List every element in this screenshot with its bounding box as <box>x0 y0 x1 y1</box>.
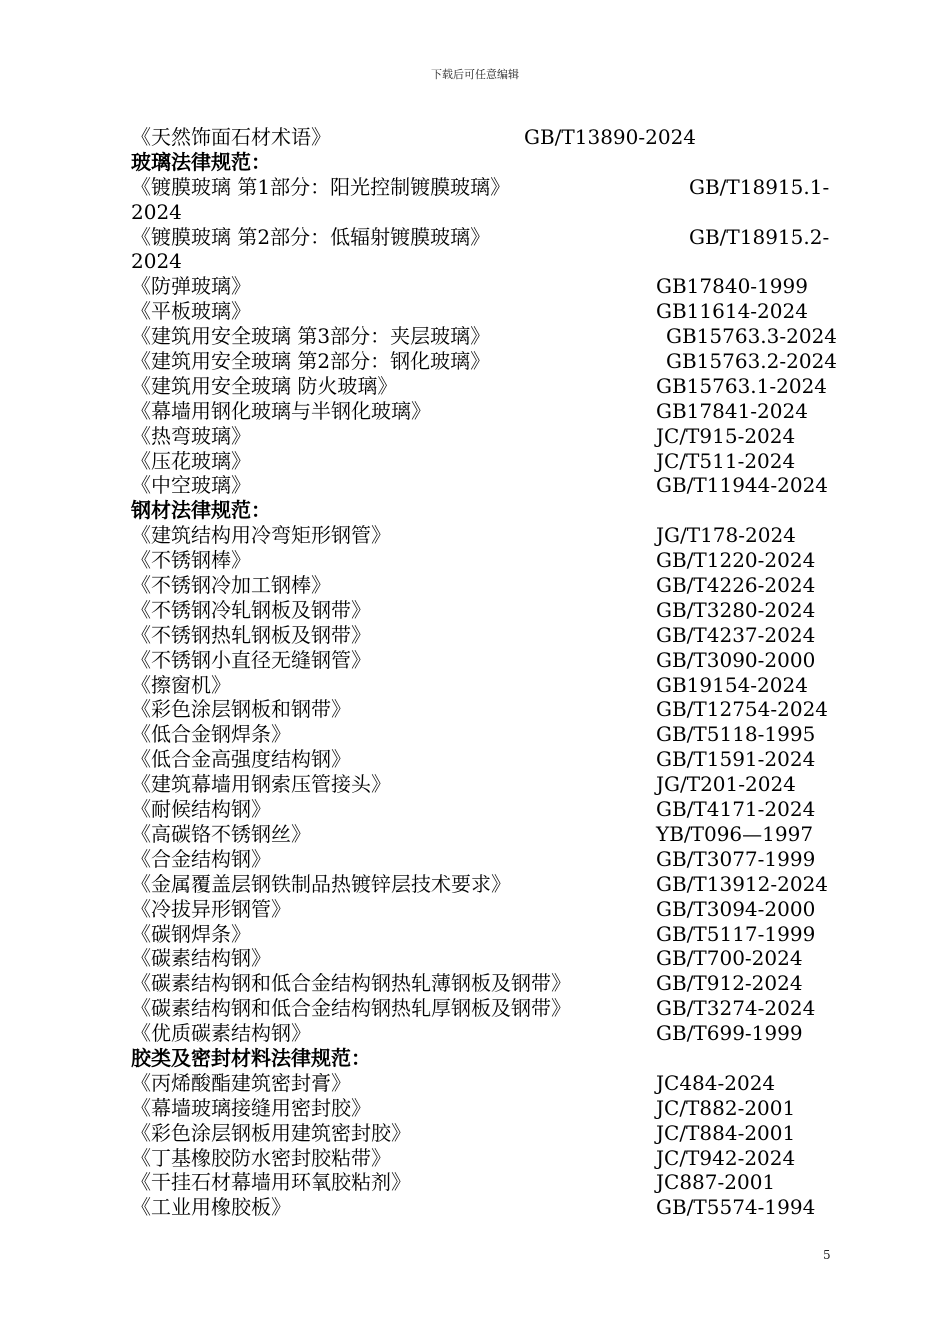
standard-code: JC/T511-2024 <box>656 448 796 473</box>
standard-title: 《丙烯酸酯建筑密封膏》 <box>131 1070 351 1095</box>
standard-code: GB/T4171-2024 <box>656 797 816 822</box>
list-item <box>131 946 836 971</box>
list-item <box>131 922 836 947</box>
standard-code: GB/T3077-1999 <box>656 846 816 871</box>
standard-title: 《彩色涂层钢板和钢带》 <box>131 697 351 722</box>
standard-title: 《低合金高强度结构钢》 <box>131 747 351 772</box>
list-item <box>131 996 836 1021</box>
standard-code: JG/T201-2024 <box>656 772 796 797</box>
standard-title: 《冷拔异形钢管》 <box>131 896 291 921</box>
standard-title: 《金属覆盖层钢铁制品热镀锌层技术要求》 <box>131 871 511 896</box>
standard-code-continuation: 2024 <box>131 249 182 274</box>
standard-code: GB/T4226-2024 <box>656 573 816 598</box>
standard-code: JC887-2001 <box>656 1170 776 1195</box>
list-item <box>131 623 836 648</box>
standard-code: GB17840-1999 <box>656 274 808 299</box>
list-item <box>131 399 836 424</box>
standard-code: GB/T3094-2000 <box>656 896 816 921</box>
standard-code: GB/T5574-1994 <box>656 1195 816 1220</box>
standard-title: 《合金结构钢》 <box>131 846 271 871</box>
standard-title: 《防弹玻璃》 <box>131 274 251 299</box>
standard-code: JC484-2024 <box>656 1070 776 1095</box>
standard-code: JC/T942-2024 <box>656 1145 796 1170</box>
standard-code: GB15763.2-2024 <box>666 349 838 374</box>
standard-code: GB/T699-1999 <box>656 1021 803 1046</box>
standard-title: 《幕墙玻璃接缝用密封胶》 <box>131 1095 371 1120</box>
standard-title: 《不锈钢冷加工钢棒》 <box>131 573 331 598</box>
standard-code: GB/T5117-1999 <box>656 921 816 946</box>
list-item <box>131 598 836 623</box>
list-item <box>131 747 836 772</box>
list-item <box>131 1195 836 1220</box>
standard-code-continuation: 2024 <box>131 199 182 224</box>
standard-title: 《高碳铬不锈钢丝》 <box>131 821 311 846</box>
standard-title: 《不锈钢热轧钢板及钢带》 <box>131 622 371 647</box>
list-item <box>131 324 836 349</box>
standard-title: 《天然饰面石材术语》 <box>131 125 331 149</box>
list-item <box>131 772 836 797</box>
page-number: 5 <box>823 1248 831 1262</box>
list-item <box>131 1170 836 1195</box>
list-item <box>131 971 836 996</box>
section-heading: 玻璃法律规范： <box>131 149 271 174</box>
list-item <box>131 299 836 324</box>
standard-title: 《建筑用安全玻璃 第2部分：钢化玻璃》 <box>131 349 491 374</box>
list-item <box>131 523 836 548</box>
list-item <box>131 573 836 598</box>
standard-title: 《不锈钢棒》 <box>131 548 251 573</box>
list-item <box>131 548 836 573</box>
standard-code: GB/T3274-2024 <box>656 996 816 1021</box>
list-item <box>131 175 836 200</box>
standard-code: GB11614-2024 <box>656 299 808 324</box>
standard-code: GB15763.3-2024 <box>666 324 838 349</box>
list-item <box>131 872 836 897</box>
list-item <box>131 847 836 872</box>
list-item <box>131 673 836 698</box>
list-item <box>131 1096 836 1121</box>
standard-title: 《热弯玻璃》 <box>131 423 251 448</box>
standard-title: 《优质碳素结构钢》 <box>131 1021 311 1046</box>
page-header: 下载后可任意编辑 <box>431 68 519 81</box>
standard-title: 《丁基橡胶防水密封胶粘带》 <box>131 1145 391 1170</box>
standard-code: GB/T3280-2024 <box>656 597 816 622</box>
standard-title: 《工业用橡胶板》 <box>131 1195 291 1220</box>
list-item <box>131 1121 836 1146</box>
standard-code: JC/T882-2001 <box>656 1095 796 1120</box>
standard-title: 《幕墙用钢化玻璃与半钢化玻璃》 <box>131 398 431 423</box>
standard-title: 《建筑幕墙用钢索压管接头》 <box>131 772 391 797</box>
standard-title: 《碳钢焊条》 <box>131 921 251 946</box>
list-item <box>131 274 836 299</box>
standard-code: GB/T13890-2024 <box>524 125 697 149</box>
standard-code: GB/T700-2024 <box>656 946 803 971</box>
section-heading: 胶类及密封材料法律规范： <box>131 1045 371 1070</box>
standard-code: GB/T3090-2000 <box>656 647 816 672</box>
standard-code: GB17841-2024 <box>656 398 808 423</box>
standard-code: GB/T13912-2024 <box>656 871 829 896</box>
standard-code: GB/T5118-1995 <box>656 722 816 747</box>
standard-title: 《压花玻璃》 <box>131 448 251 473</box>
standard-code: JC/T915-2024 <box>656 423 796 448</box>
list-item <box>131 225 836 250</box>
standard-title: 《镀膜玻璃 第1部分：阳光控制镀膜玻璃》 <box>131 174 511 199</box>
standard-code: YB/T096—1997 <box>656 821 814 846</box>
standard-title: 《碳素结构钢和低合金结构钢热轧薄钢板及钢带》 <box>131 971 571 996</box>
list-item <box>131 1146 836 1171</box>
list-item <box>131 722 836 747</box>
standard-title: 《碳素结构钢和低合金结构钢热轧厚钢板及钢带》 <box>131 996 571 1021</box>
standard-title: 《中空玻璃》 <box>131 473 251 498</box>
standard-code: GB/T12754-2024 <box>656 697 829 722</box>
standard-title: 《耐候结构钢》 <box>131 797 271 822</box>
standard-code: GB/T912-2024 <box>656 971 803 996</box>
list-item <box>131 349 836 374</box>
standard-title: 《干挂石材幕墙用环氧胶粘剂》 <box>131 1170 411 1195</box>
standard-code: JC/T884-2001 <box>656 1120 796 1145</box>
standard-code: GB/T11944-2024 <box>656 473 829 498</box>
standard-code: GB/T18915.1- <box>689 174 830 199</box>
standard-title: 《低合金钢焊条》 <box>131 722 291 747</box>
list-item <box>131 125 836 150</box>
list-item <box>131 822 836 847</box>
standard-title: 《建筑结构用冷弯矩形钢管》 <box>131 523 391 548</box>
standard-code: GB15763.1-2024 <box>656 373 828 398</box>
standards-list <box>131 125 836 1220</box>
standard-code: GB19154-2024 <box>656 672 808 697</box>
standard-title: 《建筑用安全玻璃 第3部分：夹层玻璃》 <box>131 324 491 349</box>
standard-title: 《建筑用安全玻璃 防火玻璃》 <box>131 373 398 398</box>
standard-code: GB/T1591-2024 <box>656 747 816 772</box>
standard-title: 《镀膜玻璃 第2部分：低辐射镀膜玻璃》 <box>131 224 491 249</box>
standard-code: JG/T178-2024 <box>656 523 796 548</box>
list-item <box>131 473 836 498</box>
standard-title: 《碳素结构钢》 <box>131 946 271 971</box>
list-item <box>131 648 836 673</box>
standard-title: 《平板玻璃》 <box>131 299 251 324</box>
standard-title: 《不锈钢冷轧钢板及钢带》 <box>131 597 371 622</box>
standard-code: GB/T18915.2- <box>689 224 830 249</box>
standard-title: 《彩色涂层钢板用建筑密封胶》 <box>131 1120 411 1145</box>
standard-code: GB/T1220-2024 <box>656 548 816 573</box>
standard-title: 《擦窗机》 <box>131 672 231 697</box>
section-heading: 钢材法律规范： <box>131 498 271 523</box>
list-item <box>131 797 836 822</box>
list-item <box>131 897 836 922</box>
list-item <box>131 1071 836 1096</box>
list-item <box>131 449 836 474</box>
list-item <box>131 1021 836 1046</box>
standard-code: GB/T4237-2024 <box>656 622 816 647</box>
standard-title: 《不锈钢小直径无缝钢管》 <box>131 647 371 672</box>
list-item <box>131 424 836 449</box>
list-item <box>131 374 836 399</box>
list-item <box>131 697 836 722</box>
